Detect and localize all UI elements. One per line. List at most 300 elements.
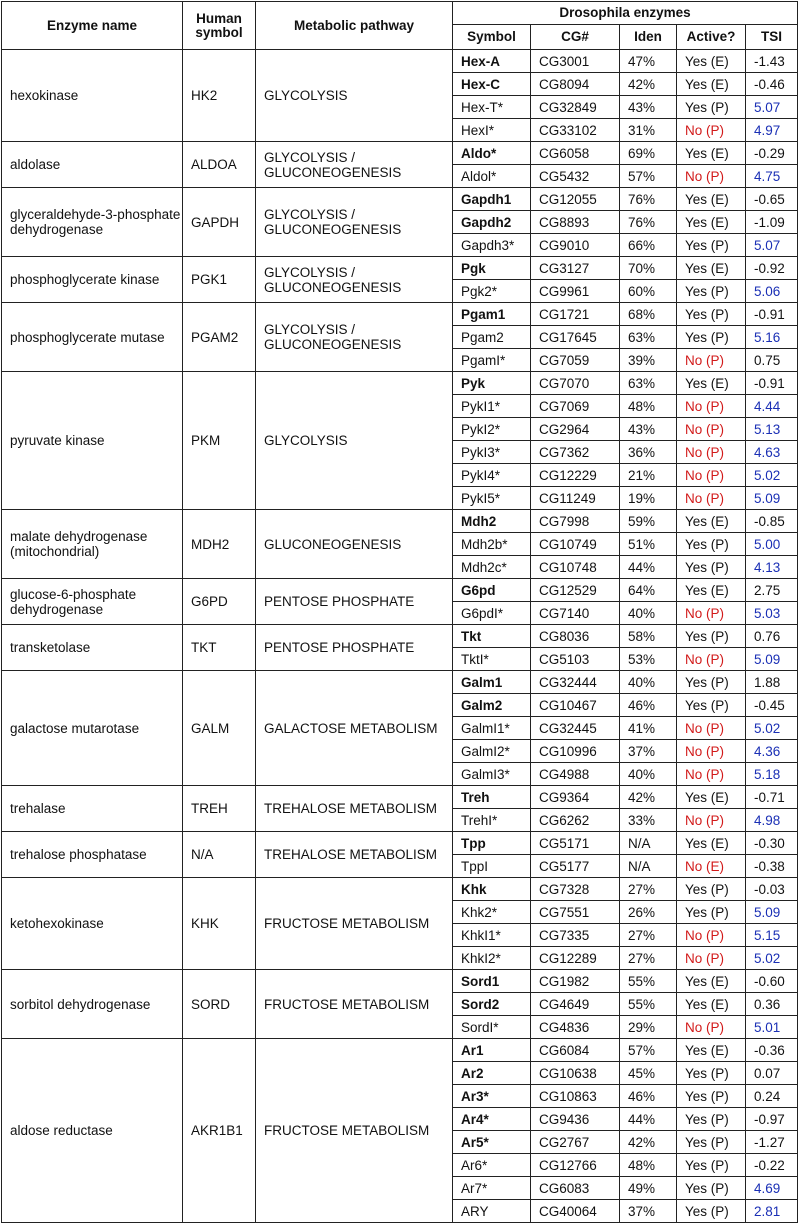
symbol-cell: Pgam2 — [453, 326, 531, 349]
header-tsi: TSI — [746, 25, 798, 50]
tsi-cell: 4.69 — [746, 1177, 798, 1200]
tsi-cell: 5.02 — [746, 947, 798, 970]
tsi-cell: 5.02 — [746, 717, 798, 740]
tsi-cell: -0.97 — [746, 1108, 798, 1131]
symbol-cell: Tpp — [453, 832, 531, 855]
enzyme-name-cell: ketohexokinase — [2, 878, 183, 970]
active-cell: Yes (P) — [677, 1108, 746, 1131]
symbol-cell: Tkt — [453, 625, 531, 648]
iden-cell: 48% — [620, 1154, 677, 1177]
iden-cell: 42% — [620, 1131, 677, 1154]
tsi-cell: -0.71 — [746, 786, 798, 809]
iden-cell: 36% — [620, 441, 677, 464]
active-cell: No (P) — [677, 1016, 746, 1039]
iden-cell: 40% — [620, 671, 677, 694]
active-cell: Yes (E) — [677, 188, 746, 211]
active-cell: Yes (P) — [677, 303, 746, 326]
iden-cell: 19% — [620, 487, 677, 510]
tsi-cell: 5.18 — [746, 763, 798, 786]
iden-cell: 26% — [620, 901, 677, 924]
active-cell: No (P) — [677, 809, 746, 832]
pathway-cell: TREHALOSE METABOLISM — [256, 786, 453, 832]
pathway-cell: FRUCTOSE METABOLISM — [256, 1039, 453, 1223]
active-cell: Yes (P) — [677, 694, 746, 717]
active-cell: Yes (P) — [677, 556, 746, 579]
cg-cell: CG3001 — [531, 50, 620, 73]
iden-cell: 55% — [620, 970, 677, 993]
human-symbol-cell: GALM — [183, 671, 256, 786]
pathway-cell: GLYCOLYSIS / GLUCONEOGENESIS — [256, 257, 453, 303]
active-cell: Yes (P) — [677, 901, 746, 924]
iden-cell: 27% — [620, 947, 677, 970]
active-cell: Yes (E) — [677, 372, 746, 395]
active-cell: No (P) — [677, 648, 746, 671]
iden-cell: 47% — [620, 50, 677, 73]
symbol-cell: Ar1 — [453, 1039, 531, 1062]
cg-cell: CG6262 — [531, 809, 620, 832]
pathway-cell: GALACTOSE METABOLISM — [256, 671, 453, 786]
symbol-cell: Galm2 — [453, 694, 531, 717]
tsi-cell: 4.63 — [746, 441, 798, 464]
cg-cell: CG5171 — [531, 832, 620, 855]
cg-cell: CG10863 — [531, 1085, 620, 1108]
symbol-cell: Mdh2b* — [453, 533, 531, 556]
tsi-cell: 2.81 — [746, 1200, 798, 1223]
table-row — [2, 303, 798, 326]
symbol-cell: G6pd — [453, 579, 531, 602]
cg-cell: CG7069 — [531, 395, 620, 418]
cg-cell: CG7328 — [531, 878, 620, 901]
iden-cell: 69% — [620, 142, 677, 165]
iden-cell: 51% — [620, 533, 677, 556]
pathway-cell: GLYCOLYSIS — [256, 372, 453, 510]
symbol-cell: Hex-T* — [453, 96, 531, 119]
tsi-cell: -0.92 — [746, 257, 798, 280]
tsi-cell: 5.00 — [746, 533, 798, 556]
table-row — [2, 50, 798, 73]
enzyme-name-cell: sorbitol dehydrogenase — [2, 970, 183, 1039]
iden-cell: 49% — [620, 1177, 677, 1200]
active-cell: No (P) — [677, 395, 746, 418]
cg-cell: CG7070 — [531, 372, 620, 395]
enzyme-name-cell: phosphoglycerate mutase — [2, 303, 183, 372]
enzyme-name-cell: hexokinase — [2, 50, 183, 142]
cg-cell: CG40064 — [531, 1200, 620, 1223]
cg-cell: CG8893 — [531, 211, 620, 234]
tsi-cell: -0.38 — [746, 855, 798, 878]
symbol-cell: PykI2* — [453, 418, 531, 441]
symbol-cell: Hex-A — [453, 50, 531, 73]
iden-cell: 76% — [620, 211, 677, 234]
cg-cell: CG7998 — [531, 510, 620, 533]
active-cell: No (P) — [677, 947, 746, 970]
iden-cell: 37% — [620, 1200, 677, 1223]
cg-cell: CG7551 — [531, 901, 620, 924]
tsi-cell: 5.07 — [746, 96, 798, 119]
symbol-cell: Ar6* — [453, 1154, 531, 1177]
cg-cell: CG17645 — [531, 326, 620, 349]
iden-cell: 31% — [620, 119, 677, 142]
tsi-cell: -0.91 — [746, 303, 798, 326]
iden-cell: 64% — [620, 579, 677, 602]
cg-cell: CG7335 — [531, 924, 620, 947]
symbol-cell: TktI* — [453, 648, 531, 671]
symbol-cell: Khk2* — [453, 901, 531, 924]
active-cell: No (E) — [677, 855, 746, 878]
tsi-cell: 5.09 — [746, 648, 798, 671]
tsi-cell: 5.16 — [746, 326, 798, 349]
tsi-cell: 0.75 — [746, 349, 798, 372]
cg-cell: CG6084 — [531, 1039, 620, 1062]
cg-cell: CG9961 — [531, 280, 620, 303]
active-cell: Yes (P) — [677, 1177, 746, 1200]
table-row — [2, 970, 798, 993]
iden-cell: 48% — [620, 395, 677, 418]
active-cell: Yes (E) — [677, 579, 746, 602]
iden-cell: 45% — [620, 1062, 677, 1085]
iden-cell: 39% — [620, 349, 677, 372]
pathway-cell: GLYCOLYSIS — [256, 50, 453, 142]
tsi-cell: 0.24 — [746, 1085, 798, 1108]
table-row — [2, 671, 798, 694]
iden-cell: 57% — [620, 1039, 677, 1062]
cg-cell: CG10638 — [531, 1062, 620, 1085]
cg-cell: CG4988 — [531, 763, 620, 786]
table-row — [2, 142, 798, 165]
header-human-symbol: Human symbol — [183, 2, 256, 50]
iden-cell: 63% — [620, 326, 677, 349]
iden-cell: 29% — [620, 1016, 677, 1039]
symbol-cell: Khk — [453, 878, 531, 901]
symbol-cell: Hex-C — [453, 73, 531, 96]
iden-cell: 46% — [620, 1085, 677, 1108]
human-symbol-cell: AKR1B1 — [183, 1039, 256, 1223]
pathway-cell: PENTOSE PHOSPHATE — [256, 579, 453, 625]
active-cell: No (P) — [677, 119, 746, 142]
table-row — [2, 786, 798, 809]
active-cell: Yes (E) — [677, 73, 746, 96]
tsi-cell: 4.36 — [746, 740, 798, 763]
iden-cell: 53% — [620, 648, 677, 671]
symbol-cell: Gapdh2 — [453, 211, 531, 234]
tsi-cell: -0.22 — [746, 1154, 798, 1177]
cg-cell: CG10467 — [531, 694, 620, 717]
symbol-cell: SordI* — [453, 1016, 531, 1039]
symbol-cell: PykI1* — [453, 395, 531, 418]
iden-cell: 43% — [620, 96, 677, 119]
table-row — [2, 579, 798, 602]
cg-cell: CG9010 — [531, 234, 620, 257]
cg-cell: CG1982 — [531, 970, 620, 993]
human-symbol-cell: N/A — [183, 832, 256, 878]
tsi-cell: 0.07 — [746, 1062, 798, 1085]
iden-cell: 58% — [620, 625, 677, 648]
iden-cell: 40% — [620, 763, 677, 786]
cg-cell: CG8036 — [531, 625, 620, 648]
symbol-cell: TppI — [453, 855, 531, 878]
cg-cell: CG32445 — [531, 717, 620, 740]
tsi-cell: -0.85 — [746, 510, 798, 533]
iden-cell: 70% — [620, 257, 677, 280]
active-cell: No (P) — [677, 165, 746, 188]
cg-cell: CG5432 — [531, 165, 620, 188]
cg-cell: CG32444 — [531, 671, 620, 694]
symbol-cell: Ar4* — [453, 1108, 531, 1131]
active-cell: Yes (E) — [677, 832, 746, 855]
tsi-cell: -0.03 — [746, 878, 798, 901]
enzyme-table-body — [2, 50, 798, 1223]
iden-cell: N/A — [620, 832, 677, 855]
active-cell: Yes (P) — [677, 280, 746, 303]
header-cg: CG# — [531, 25, 620, 50]
active-cell: Yes (E) — [677, 1039, 746, 1062]
active-cell: No (P) — [677, 349, 746, 372]
active-cell: Yes (E) — [677, 142, 746, 165]
symbol-cell: KhkI2* — [453, 947, 531, 970]
symbol-cell: Ar5* — [453, 1131, 531, 1154]
cg-cell: CG10749 — [531, 533, 620, 556]
active-cell: Yes (P) — [677, 96, 746, 119]
cg-cell: CG12529 — [531, 579, 620, 602]
active-cell: Yes (P) — [677, 878, 746, 901]
iden-cell: 46% — [620, 694, 677, 717]
symbol-cell: Aldol* — [453, 165, 531, 188]
table-row — [2, 257, 798, 280]
active-cell: Yes (E) — [677, 510, 746, 533]
cg-cell: CG1721 — [531, 303, 620, 326]
symbol-cell: Aldo* — [453, 142, 531, 165]
active-cell: Yes (P) — [677, 234, 746, 257]
header-enzyme-name: Enzyme name — [2, 2, 183, 50]
tsi-cell: -0.91 — [746, 372, 798, 395]
cg-cell: CG7140 — [531, 602, 620, 625]
symbol-cell: GalmI1* — [453, 717, 531, 740]
tsi-cell: -0.36 — [746, 1039, 798, 1062]
symbol-cell: Mdh2 — [453, 510, 531, 533]
pathway-cell: GLYCOLYSIS / GLUCONEOGENESIS — [256, 303, 453, 372]
iden-cell: 60% — [620, 280, 677, 303]
symbol-cell: PykI5* — [453, 487, 531, 510]
iden-cell: 55% — [620, 993, 677, 1016]
iden-cell: 42% — [620, 786, 677, 809]
tsi-cell: 4.44 — [746, 395, 798, 418]
iden-cell: 40% — [620, 602, 677, 625]
cg-cell: CG2767 — [531, 1131, 620, 1154]
symbol-cell: Ar3* — [453, 1085, 531, 1108]
pathway-cell: TREHALOSE METABOLISM — [256, 832, 453, 878]
enzyme-name-cell: aldolase — [2, 142, 183, 188]
human-symbol-cell: ALDOA — [183, 142, 256, 188]
symbol-cell: Gapdh3* — [453, 234, 531, 257]
iden-cell: 21% — [620, 464, 677, 487]
active-cell: Yes (P) — [677, 1131, 746, 1154]
enzyme-table — [1, 1, 798, 1223]
cg-cell: CG6058 — [531, 142, 620, 165]
symbol-cell: KhkI1* — [453, 924, 531, 947]
enzyme-name-cell: malate dehydrogenase (mitochondrial) — [2, 510, 183, 579]
tsi-cell: 2.75 — [746, 579, 798, 602]
table-row — [2, 878, 798, 901]
iden-cell: 33% — [620, 809, 677, 832]
header-drosophila-enzymes: Drosophila enzymes — [453, 2, 798, 25]
active-cell: Yes (P) — [677, 326, 746, 349]
symbol-cell: HexI* — [453, 119, 531, 142]
active-cell: No (P) — [677, 487, 746, 510]
tsi-cell: -0.30 — [746, 832, 798, 855]
symbol-cell: Mdh2c* — [453, 556, 531, 579]
symbol-cell: Gapdh1 — [453, 188, 531, 211]
tsi-cell: 5.09 — [746, 487, 798, 510]
tsi-cell: -0.65 — [746, 188, 798, 211]
enzyme-name-cell: glyceraldehyde-3-phosphate dehydrogenase — [2, 188, 183, 257]
human-symbol-cell: PGK1 — [183, 257, 256, 303]
active-cell: No (P) — [677, 441, 746, 464]
symbol-cell: PykI3* — [453, 441, 531, 464]
table-row — [2, 510, 798, 533]
cg-cell: CG12055 — [531, 188, 620, 211]
tsi-cell: -1.43 — [746, 50, 798, 73]
pathway-cell: GLUCONEOGENESIS — [256, 510, 453, 579]
active-cell: Yes (E) — [677, 50, 746, 73]
tsi-cell: -0.60 — [746, 970, 798, 993]
tsi-cell: 5.02 — [746, 464, 798, 487]
cg-cell: CG33102 — [531, 119, 620, 142]
cg-cell: CG6083 — [531, 1177, 620, 1200]
cg-cell: CG12766 — [531, 1154, 620, 1177]
symbol-cell: GalmI2* — [453, 740, 531, 763]
table-row — [2, 188, 798, 211]
symbol-cell: Ar2 — [453, 1062, 531, 1085]
cg-cell: CG12289 — [531, 947, 620, 970]
iden-cell: 57% — [620, 165, 677, 188]
active-cell: Yes (E) — [677, 257, 746, 280]
human-symbol-cell: PGAM2 — [183, 303, 256, 372]
cg-cell: CG4836 — [531, 1016, 620, 1039]
cg-cell: CG3127 — [531, 257, 620, 280]
tsi-cell: 5.03 — [746, 602, 798, 625]
symbol-cell: Pgk2* — [453, 280, 531, 303]
human-symbol-cell: MDH2 — [183, 510, 256, 579]
cg-cell: CG4649 — [531, 993, 620, 1016]
iden-cell: N/A — [620, 855, 677, 878]
iden-cell: 59% — [620, 510, 677, 533]
symbol-cell: Galm1 — [453, 671, 531, 694]
tsi-cell: 0.36 — [746, 993, 798, 1016]
table-row — [2, 832, 798, 855]
active-cell: No (P) — [677, 763, 746, 786]
enzyme-name-cell: phosphoglycerate kinase — [2, 257, 183, 303]
cg-cell: CG7059 — [531, 349, 620, 372]
cg-cell: CG5177 — [531, 855, 620, 878]
active-cell: Yes (P) — [677, 1154, 746, 1177]
cg-cell: CG11249 — [531, 487, 620, 510]
header-iden: Iden — [620, 25, 677, 50]
active-cell: Yes (P) — [677, 1200, 746, 1223]
active-cell: No (P) — [677, 602, 746, 625]
human-symbol-cell: SORD — [183, 970, 256, 1039]
symbol-cell: G6pdI* — [453, 602, 531, 625]
human-symbol-cell: TKT — [183, 625, 256, 671]
table-row — [2, 1039, 798, 1062]
active-cell: No (P) — [677, 464, 746, 487]
pathway-cell: FRUCTOSE METABOLISM — [256, 970, 453, 1039]
active-cell: No (P) — [677, 924, 746, 947]
enzyme-name-cell: aldose reductase — [2, 1039, 183, 1223]
tsi-cell: -1.09 — [746, 211, 798, 234]
cg-cell: CG7362 — [531, 441, 620, 464]
cg-cell: CG32849 — [531, 96, 620, 119]
human-symbol-cell: HK2 — [183, 50, 256, 142]
tsi-cell: 5.07 — [746, 234, 798, 257]
tsi-cell: -0.29 — [746, 142, 798, 165]
symbol-cell: Pgam1 — [453, 303, 531, 326]
symbol-cell: Sord1 — [453, 970, 531, 993]
enzyme-name-cell: glucose-6-phosphate dehydrogenase — [2, 579, 183, 625]
tsi-cell: 5.01 — [746, 1016, 798, 1039]
symbol-cell: TrehI* — [453, 809, 531, 832]
iden-cell: 68% — [620, 303, 677, 326]
iden-cell: 27% — [620, 924, 677, 947]
tsi-cell: 0.76 — [746, 625, 798, 648]
table-row — [2, 625, 798, 648]
active-cell: Yes (E) — [677, 211, 746, 234]
cg-cell: CG9436 — [531, 1108, 620, 1131]
pathway-cell: GLYCOLYSIS / GLUCONEOGENESIS — [256, 188, 453, 257]
cg-cell: CG5103 — [531, 648, 620, 671]
enzyme-name-cell: galactose mutarotase — [2, 671, 183, 786]
active-cell: Yes (E) — [677, 786, 746, 809]
tsi-cell: -1.27 — [746, 1131, 798, 1154]
tsi-cell: -0.45 — [746, 694, 798, 717]
iden-cell: 27% — [620, 878, 677, 901]
active-cell: Yes (P) — [677, 671, 746, 694]
cg-cell: CG2964 — [531, 418, 620, 441]
human-symbol-cell: G6PD — [183, 579, 256, 625]
active-cell: Yes (E) — [677, 993, 746, 1016]
active-cell: Yes (P) — [677, 1085, 746, 1108]
tsi-cell: 5.13 — [746, 418, 798, 441]
cg-cell: CG8094 — [531, 73, 620, 96]
enzyme-name-cell: trehalase — [2, 786, 183, 832]
tsi-cell: 5.06 — [746, 280, 798, 303]
enzyme-name-cell: transketolase — [2, 625, 183, 671]
pathway-cell: FRUCTOSE METABOLISM — [256, 878, 453, 970]
symbol-cell: GalmI3* — [453, 763, 531, 786]
human-symbol-cell: TREH — [183, 786, 256, 832]
tsi-cell: 4.97 — [746, 119, 798, 142]
pathway-cell: GLYCOLYSIS / GLUCONEOGENESIS — [256, 142, 453, 188]
iden-cell: 44% — [620, 1108, 677, 1131]
iden-cell: 44% — [620, 556, 677, 579]
cg-cell: CG10996 — [531, 740, 620, 763]
symbol-cell: PykI4* — [453, 464, 531, 487]
enzyme-name-cell: pyruvate kinase — [2, 372, 183, 510]
active-cell: No (P) — [677, 717, 746, 740]
pathway-cell: PENTOSE PHOSPHATE — [256, 625, 453, 671]
header-active: Active? — [677, 25, 746, 50]
header-metabolic-pathway: Metabolic pathway — [256, 2, 453, 50]
tsi-cell: 4.13 — [746, 556, 798, 579]
symbol-cell: ARY — [453, 1200, 531, 1223]
tsi-cell: 5.09 — [746, 901, 798, 924]
header-symbol: Symbol — [453, 25, 531, 50]
symbol-cell: Pyk — [453, 372, 531, 395]
tsi-cell: 1.88 — [746, 671, 798, 694]
cg-cell: CG9364 — [531, 786, 620, 809]
iden-cell: 43% — [620, 418, 677, 441]
active-cell: Yes (P) — [677, 533, 746, 556]
tsi-cell: 4.98 — [746, 809, 798, 832]
